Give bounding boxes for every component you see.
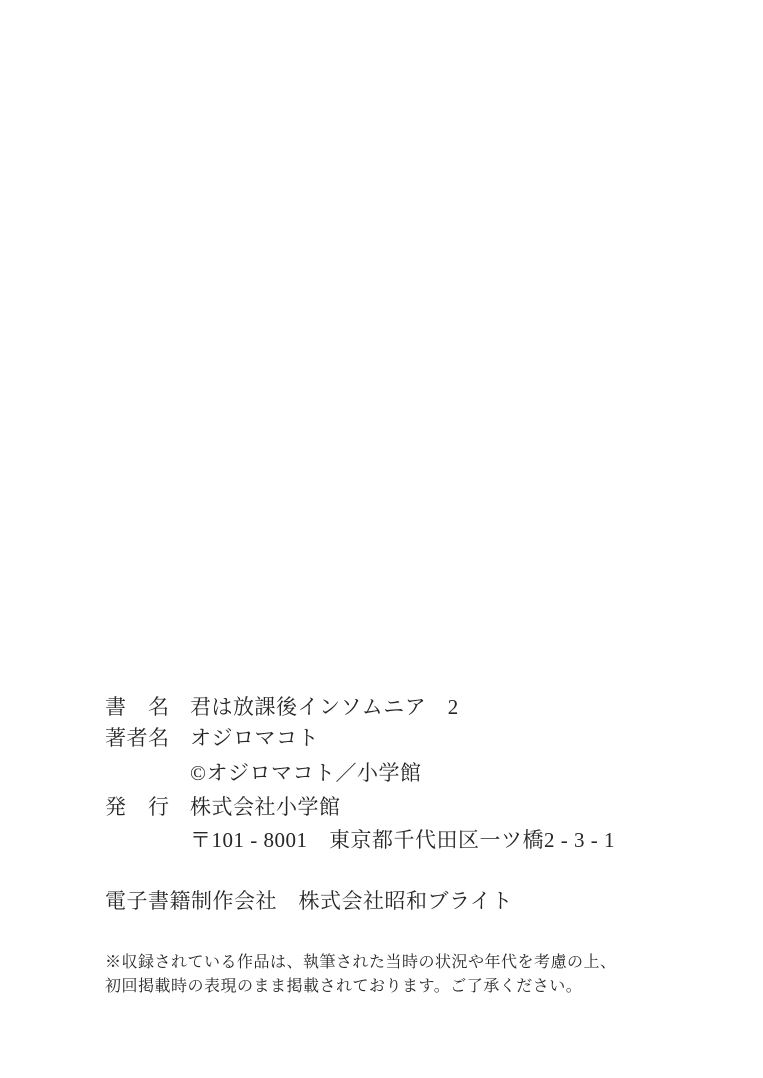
notice-line-1: ※収録されている作品は、執筆された当時の状況や年代を考慮の上、 [105,954,617,971]
book-title-value: 君は放課後インソムニア 2 [190,695,459,719]
copyright-row [105,761,421,786]
publisher-address-value: 〒101 - 8001 東京都千代田区一ツ橋2 - 3 - 1 [190,828,615,852]
copyright-label-spacer [105,761,172,786]
author-label: 著者名 [105,726,170,750]
address-label-spacer [105,828,172,853]
publisher-address-row [105,828,615,853]
notice-block [105,951,617,999]
book-title-label: 書 名 [105,695,170,719]
publisher-row [105,795,341,820]
book-title-row [105,695,459,720]
copyright-value: ©オジロマコト／小学館 [190,761,422,785]
publisher-label: 発 行 [105,795,170,819]
notice-line-2: 初回掲載時の表現のまま掲載されております。ご了承ください。 [105,978,583,995]
publisher-value: 株式会社小学館 [190,795,341,819]
author-value: オジロマコト [190,726,319,750]
author-row [105,726,319,751]
production-company-line: 電子書籍制作会社 株式会社昭和ブライト [105,889,513,913]
